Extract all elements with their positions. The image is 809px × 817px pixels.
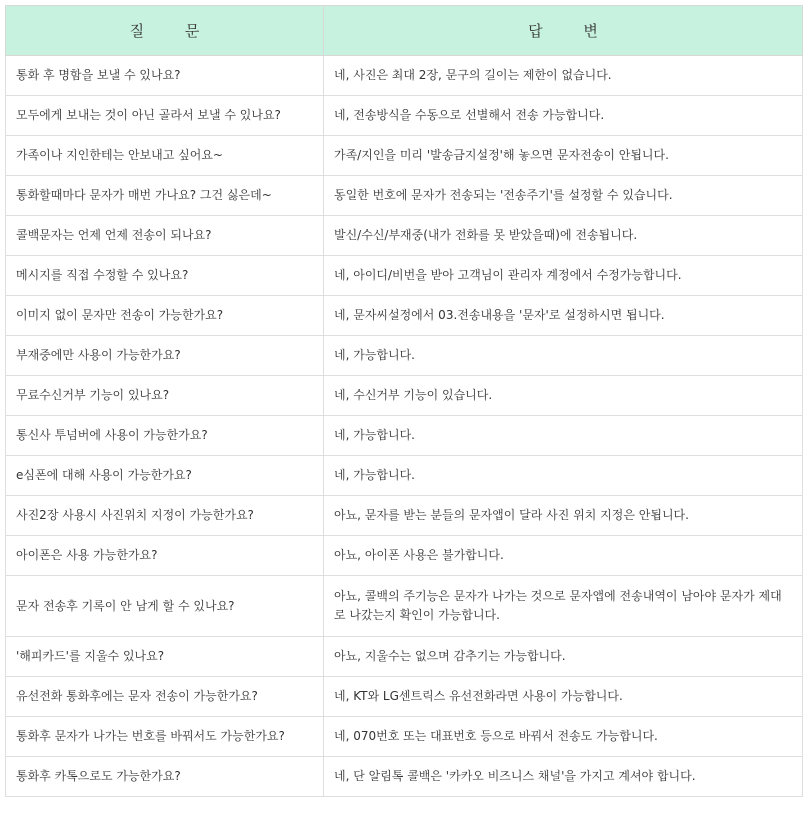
answer-cell: 발신/수신/부재중(내가 전화를 못 받았을때)에 전송됩니다. [324,216,803,256]
table-row [6,56,803,96]
table-row [6,717,803,757]
question-cell: 무료수신거부 기능이 있나요? [6,376,324,416]
table-row [6,336,803,376]
question-cell: 이미지 없이 문자만 전송이 가능한가요? [6,296,324,336]
table-row [6,256,803,296]
question-cell: 모두에게 보내는 것이 아닌 골라서 보낼 수 있나요? [6,96,324,136]
answer-cell: 가족/지인을 미리 '발송금지설정'해 놓으면 문자전송이 안됩니다. [324,136,803,176]
faq-table [5,5,803,797]
answer-cell: 아뇨, 지울수는 없으며 감추기는 가능합니다. [324,637,803,677]
header-row [6,6,803,56]
question-cell: 통화 후 명함을 보낼 수 있나요? [6,56,324,96]
table-row [6,296,803,336]
answer-cell: 네, KT와 LG센트릭스 유선전화라면 사용이 가능합니다. [324,677,803,717]
question-cell: 메시지를 직접 수정할 수 있나요? [6,256,324,296]
answer-cell: 네, 문자씨설정에서 03.전송내용을 '문자'로 설정하시면 됩니다. [324,296,803,336]
table-row [6,576,803,637]
table-row [6,456,803,496]
question-cell: 유선전화 통화후에는 문자 전송이 가능한가요? [6,677,324,717]
question-cell: 사진2장 사용시 사진위치 지정이 가능한가요? [6,496,324,536]
question-cell: 가족이나 지인한테는 안보내고 싶어요~ [6,136,324,176]
question-cell: 통화후 문자가 나가는 번호를 바꿔서도 가능한가요? [6,717,324,757]
answer-cell: 네, 가능합니다. [324,416,803,456]
question-header: 질 문 [6,6,324,56]
table-row [6,376,803,416]
question-cell: 통신사 투넘버에 사용이 가능한가요? [6,416,324,456]
question-cell: 콜백문자는 언제 언제 전송이 되나요? [6,216,324,256]
answer-cell: 네, 가능합니다. [324,456,803,496]
answer-cell: 아뇨, 문자를 받는 분들의 문자앱이 달라 사진 위치 지정은 안됩니다. [324,496,803,536]
answer-cell: 네, 단 알림톡 콜백은 '카카오 비즈니스 채널'을 가지고 계셔야 합니다. [324,757,803,797]
question-cell: 통화후 카톡으로도 가능한가요? [6,757,324,797]
table-row [6,96,803,136]
table-row [6,637,803,677]
table-row [6,176,803,216]
question-cell: e심폰에 대해 사용이 가능한가요? [6,456,324,496]
table-row [6,757,803,797]
table-row [6,136,803,176]
answer-cell: 네, 가능합니다. [324,336,803,376]
table-row [6,216,803,256]
answer-cell: 아뇨, 아이폰 사용은 불가합니다. [324,536,803,576]
table-row [6,416,803,456]
answer-header: 답 변 [324,6,803,56]
table-row [6,536,803,576]
question-cell: 아이폰은 사용 가능한가요? [6,536,324,576]
answer-cell: 네, 수신거부 기능이 있습니다. [324,376,803,416]
answer-cell: 네, 사진은 최대 2장, 문구의 길이는 제한이 없습니다. [324,56,803,96]
answer-cell: 동일한 번호에 문자가 전송되는 '전송주기'를 설정할 수 있습니다. [324,176,803,216]
question-cell: 부재중에만 사용이 가능한가요? [6,336,324,376]
answer-cell: 네, 070번호 또는 대표번호 등으로 바꿔서 전송도 가능합니다. [324,717,803,757]
table-row [6,677,803,717]
answer-cell: 네, 전송방식을 수동으로 선별해서 전송 가능합니다. [324,96,803,136]
question-cell: '해피카드'를 지울수 있나요? [6,637,324,677]
answer-cell: 아뇨, 콜백의 주기능은 문자가 나가는 것으로 문자앱에 전송내역이 남아야 문자가 제대로 나갔는지 확인이 가능합니다. [324,576,803,637]
answer-cell: 네, 아이디/비번을 받아 고객님이 관리자 계정에서 수정가능합니다. [324,256,803,296]
question-cell: 통화할때마다 문자가 매번 가나요? 그건 싫은데~ [6,176,324,216]
table-row [6,496,803,536]
question-cell: 문자 전송후 기록이 안 남게 할 수 있나요? [6,576,324,637]
